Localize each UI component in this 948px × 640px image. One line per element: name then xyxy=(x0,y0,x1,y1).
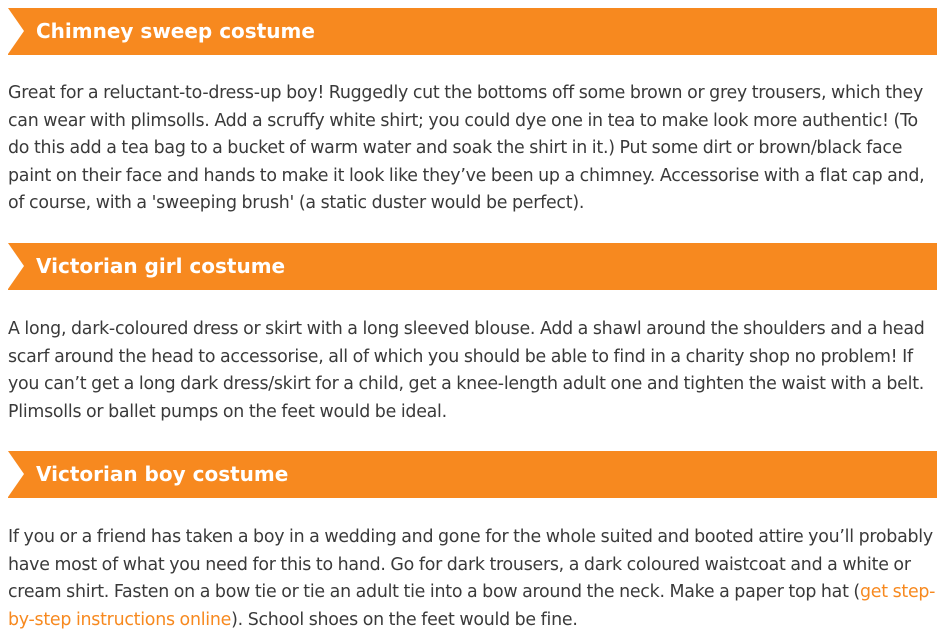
section-title: Chimney sweep costume xyxy=(36,19,315,43)
paragraph-text: ). School shoes on the feet would be fine. xyxy=(231,609,578,630)
section-header-victorian-girl xyxy=(8,243,937,290)
banner-arrow-notch xyxy=(8,8,24,54)
banner-arrow-notch xyxy=(8,451,24,497)
section-paragraph-victorian-boy xyxy=(8,524,940,634)
section-header-chimney-sweep xyxy=(8,8,937,55)
section-paragraph-chimney-sweep: Great for a reluctant-to-dress-up boy! Ruggedly cut the bottoms off some brown or grey trousers, which they can wear with plimsolls. Add a scruffy white shirt; you could dye one in tea to make look more authentic! (To do this add a tea bag to a bucket of warm water and soak the shirt in it.) Put some dirt or brown/black face paint on their face and hands to make it look like they’ve been up a chimney. Accessorise with a flat cap and, of course, with a 'sweeping brush' (a static duster would be perfect). xyxy=(8,83,925,213)
paragraph-text: If you or a friend has taken a boy in a wedding and gone for the whole suited and booted attire you’ll probably have most of what you need for this to hand. Go for dark trousers, a dark coloured waistcoat and a white or cream shirt. Fasten on a bow tie or tie an adult tie into a bow around the neck. Make a paper top hat ( xyxy=(8,527,933,602)
section-title: Victorian boy costume xyxy=(36,462,289,486)
section-header-victorian-boy xyxy=(8,451,937,498)
banner-arrow-notch xyxy=(8,243,24,289)
section-title: Victorian girl costume xyxy=(36,254,286,278)
section-paragraph-victorian-girl: A long, dark-coloured dress or skirt with a long sleeved blouse. Add a shawl around the shoulders and a head scarf around the head to accessorise, all of which you should be able to find in a charity shop no problem! If you can’t get a long dark dress/skirt for a child, get a knee-length adult one and tighten the waist with a belt. Plimsolls or ballet pumps on the feet would be ideal. xyxy=(8,319,925,422)
instructions-link[interactable]: get step-by-step instructions online xyxy=(8,582,936,630)
